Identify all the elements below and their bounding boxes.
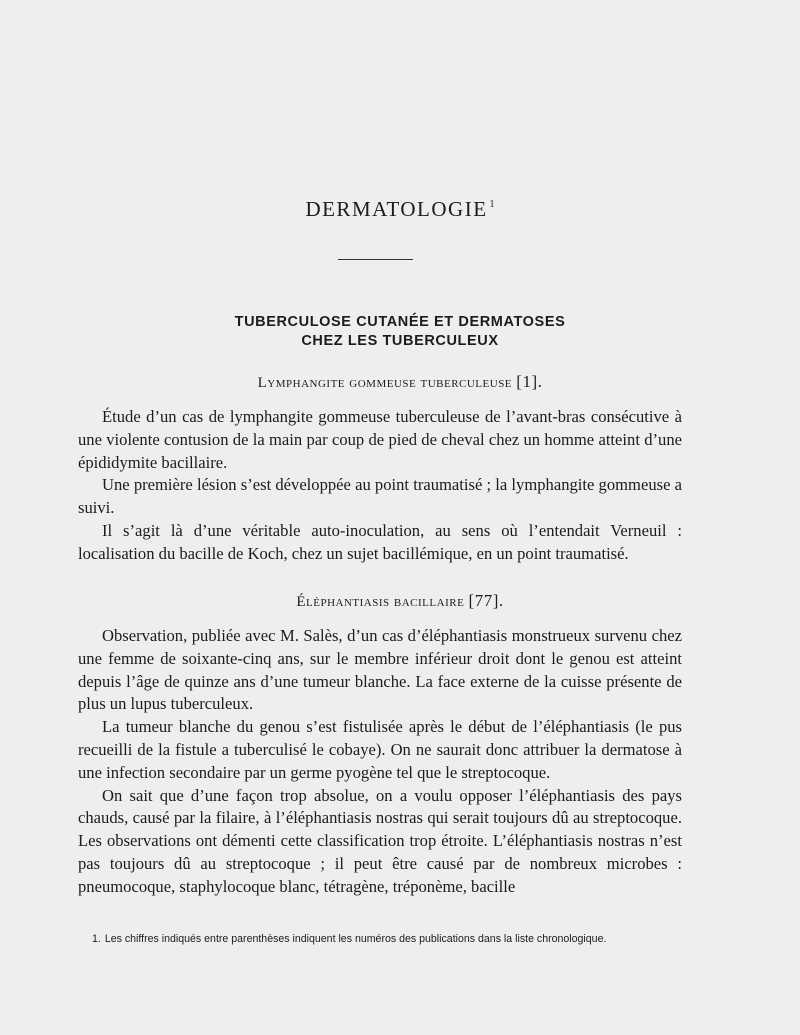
page-title [0,197,800,222]
footnote [78,932,682,947]
footnote-marker: 1 [489,199,495,210]
section-heading-line-1: TUBERCULOSE CUTANÉE ET DERMATOSES [234,314,566,330]
subsection-reference: [77]. [468,591,504,610]
subsection-title: Éléphantiasis bacillaire [296,594,465,610]
paragraph: On sait que d’une façon trop absolue, on a voulu opposer l’éléphantiasis des pays chauds, causé par la filaire, à l’éléphantiasis nostras qui serait toujours dû au streptocoque. Les observations ont démenti cette classification trop étroite. L’éléphantiasis nostras n’est pas toujours dû au streptocoque ; il peut être causé par de nombreux microbes : pneumocoque, staphylocoque blanc, tétragène, tréponème, bacille [78,785,682,896]
subsection-heading-lymphangite [0,372,800,392]
paragraph: Observation, publiée avec M. Salès, d’un cas d’éléphantiasis monstrueux survenu chez une femme de soixante-cinq ans, sur le membre inférieur droit dont le genou est atteint depuis l’âge de quinze ans d’une tumeur blanche. La face externe de la cuisse présente de plus un lupus tuberculeux. [78,626,682,714]
section-body-lymphangite [78,406,682,566]
footnote-number: 1. [92,933,101,945]
page-title-text: DERMATOLOGIE [305,197,488,221]
subsection-heading-elephantiasis [0,591,800,611]
paragraph: La tumeur blanche du genou s’est fistulisée après le début de l’éléphantiasis (le pus recueilli de la fistule a tuberculisé le cobaye). On ne saurait donc attribuer la dermatose à une infection secondaire par un germe pyogène tel que le streptocoque. [78,717,682,782]
subsection-title: Lymphangite gommeuse tuberculeuse [257,375,513,391]
paragraph: Il s’agit là d’une véritable auto-inoculation, au sens où l’entendait Verneuil : localisation du bacille de Koch, chez un sujet bacillémique, en un point traumatisé. [78,520,682,563]
paragraph: Étude d’un cas de lymphangite gommeuse tuberculeuse de l’avant-bras consécutive à une violente contusion de la main par coup de pied de cheval chez un homme atteint d’une épididymite bacillaire. [78,407,682,472]
footnote-text: Les chiffres indiqués entre parenthèses indiquent les numéros des publications dans la liste chronologique. [104,933,607,945]
subsection-reference: [1]. [516,372,543,391]
paragraph: Une première lésion s’est développée au point traumatisé ; la lymphangite gommeuse a suivi. [78,475,682,518]
section-heading [0,313,800,351]
section-body-elephantiasis [78,625,682,899]
section-heading-line-2: CHEZ LES TUBERCULEUX [301,333,499,349]
title-rule [338,259,413,260]
